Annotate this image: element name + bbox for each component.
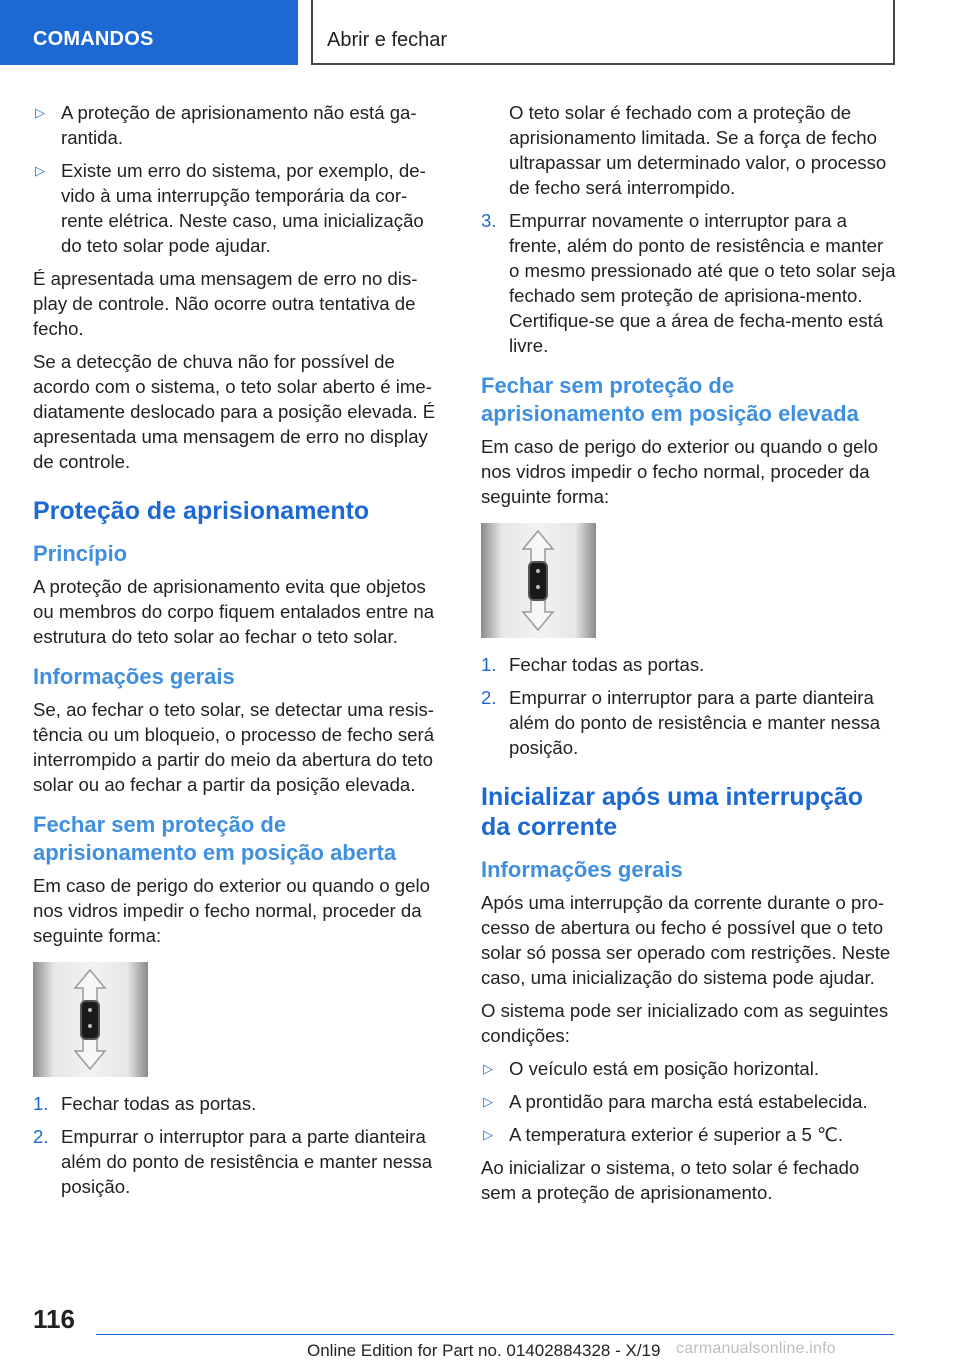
left-column: [33, 100, 448, 1207]
list-item: [481, 652, 896, 677]
triangle-bullet-icon: ▷: [483, 1061, 493, 1076]
header-chapter-label: Abrir e fechar: [327, 29, 448, 51]
switch-dot-icon: [88, 1024, 92, 1028]
list-item: [481, 1056, 896, 1081]
list-item-text: A prontidão para marcha está estabelecida.: [509, 1091, 868, 1112]
list-item-text: Fechar todas as portas.: [61, 1093, 257, 1114]
subsection-heading: Princípio: [33, 541, 128, 566]
list-item-text: Existe um erro do sistema, por exemplo, de-vido à uma interrupção temporária da cor-rente elétrica. Neste caso, uma inicialização do teto solar pode ajudar.: [61, 160, 426, 256]
list-item-text: A proteção de aprisionamento não está ga-rantida.: [61, 102, 417, 148]
triangle-bullet-icon: ▷: [35, 105, 45, 120]
header-chapter-box: [311, 0, 895, 65]
footer-divider: [96, 1334, 894, 1335]
switch-dot-icon: [536, 585, 540, 589]
paragraph: A proteção de aprisionamento evita que objetos ou membros do corpo fiquem entalados entre na estrutura do teto solar ao fechar o teto solar.: [33, 576, 435, 647]
switch-icon: [80, 1000, 100, 1040]
triangle-bullet-icon: ▷: [35, 163, 45, 178]
header-section-label: COMANDOS: [33, 28, 154, 50]
subsection-heading: Informações gerais: [481, 857, 683, 882]
roof-switch-illustration: [481, 523, 596, 638]
list-item: [33, 100, 448, 150]
list-item: [481, 1089, 896, 1114]
paragraph: Se, ao fechar o teto solar, se detectar uma resis-tência ou um bloqueio, o processo de fecho será interrompido a partir do meio da abertura do teto solar ou ao fechar a partir da posição elevada.: [33, 699, 435, 795]
right-column: [481, 100, 896, 1213]
paragraph: Em caso de perigo do exterior ou quando o gelo nos vidros impedir o fecho normal, proceder da seguinte forma:: [481, 436, 878, 507]
switch-dot-icon: [536, 569, 540, 573]
step-number: 1.: [33, 1093, 49, 1114]
step-number: 3.: [481, 210, 497, 231]
step-number: 1.: [481, 654, 497, 675]
section-heading: Inicializar após uma interrupção da corrente: [481, 783, 864, 841]
list-item-text: Empurrar o interruptor para a parte dianteira além do ponto de resistência e manter nessa posição.: [61, 1126, 433, 1197]
footer-edition: Online Edition for Part no. 01402884328 - X/19: [307, 1341, 661, 1360]
roof-switch-illustration: [33, 962, 148, 1077]
step-number: 2.: [481, 687, 497, 708]
list-item-text: O veículo está em posição horizontal.: [509, 1058, 820, 1079]
list-item-text: A temperatura exterior é superior a 5 ℃.: [509, 1124, 844, 1145]
switch-dot-icon: [88, 1008, 92, 1012]
subsection-heading: Informações gerais: [33, 664, 235, 689]
watermark: carmanualsonline.info: [676, 1340, 836, 1357]
switch-icon: [528, 561, 548, 601]
paragraph: O teto solar é fechado com a proteção de aprisionamento limitada. Se a força de fecho ultrapassar um determinado valor, o processo de fecho será interrompido.: [509, 102, 887, 198]
triangle-bullet-icon: ▷: [483, 1094, 493, 1109]
step-number: 2.: [33, 1126, 49, 1147]
page-number: 116: [33, 1304, 75, 1334]
list-item: [33, 158, 448, 258]
paragraph: Após uma interrupção da corrente durante o pro-cesso de abertura ou fecho é possível que o teto solar só possa ser operado com restrições. Neste caso, uma inicialização do sistema pode ajudar.: [481, 892, 891, 988]
paragraph: Se a detecção de chuva não for possível de acordo com o sistema, o teto solar aberto é ime-diatamente deslocado para a posição elevada. É apresentada uma mensagem de erro no display de controle.: [33, 351, 436, 472]
list-item-text: Fechar todas as portas.: [509, 654, 705, 675]
list-item: [481, 685, 896, 760]
triangle-bullet-icon: ▷: [483, 1127, 493, 1142]
paragraph: Em caso de perigo do exterior ou quando o gelo nos vidros impedir o fecho normal, proceder da seguinte forma:: [33, 875, 430, 946]
list-item-text: Empurrar o interruptor para a parte dianteira além do ponto de resistência e manter nessa posição.: [509, 687, 881, 758]
header-section-tab: [0, 0, 298, 65]
paragraph: É apresentada uma mensagem de erro no dis-play de controle. Não ocorre outra tentativa de fecho.: [33, 268, 418, 339]
list-item-text: Empurrar novamente o interruptor para a frente, além do ponto de resistência e manter o mesmo pressionado até que o teto solar seja fechado sem proteção de aprisiona-mento. Certifique-se que a área de fecha-mento está livre.: [509, 210, 896, 356]
list-item: [481, 208, 896, 358]
subsection-heading: Fechar sem proteção de aprisionamento em posição aberta: [33, 812, 397, 865]
list-item: [481, 1122, 896, 1147]
paragraph: O sistema pode ser inicializado com as seguintes condições:: [481, 1000, 889, 1046]
list-item: [33, 1124, 448, 1199]
section-heading: Proteção de aprisionamento: [33, 497, 370, 525]
subsection-heading: Fechar sem proteção de aprisionamento em posição elevada: [481, 373, 859, 426]
paragraph: Ao inicializar o sistema, o teto solar é fechado sem a proteção de aprisionamento.: [481, 1157, 860, 1203]
list-item: [33, 1091, 448, 1116]
